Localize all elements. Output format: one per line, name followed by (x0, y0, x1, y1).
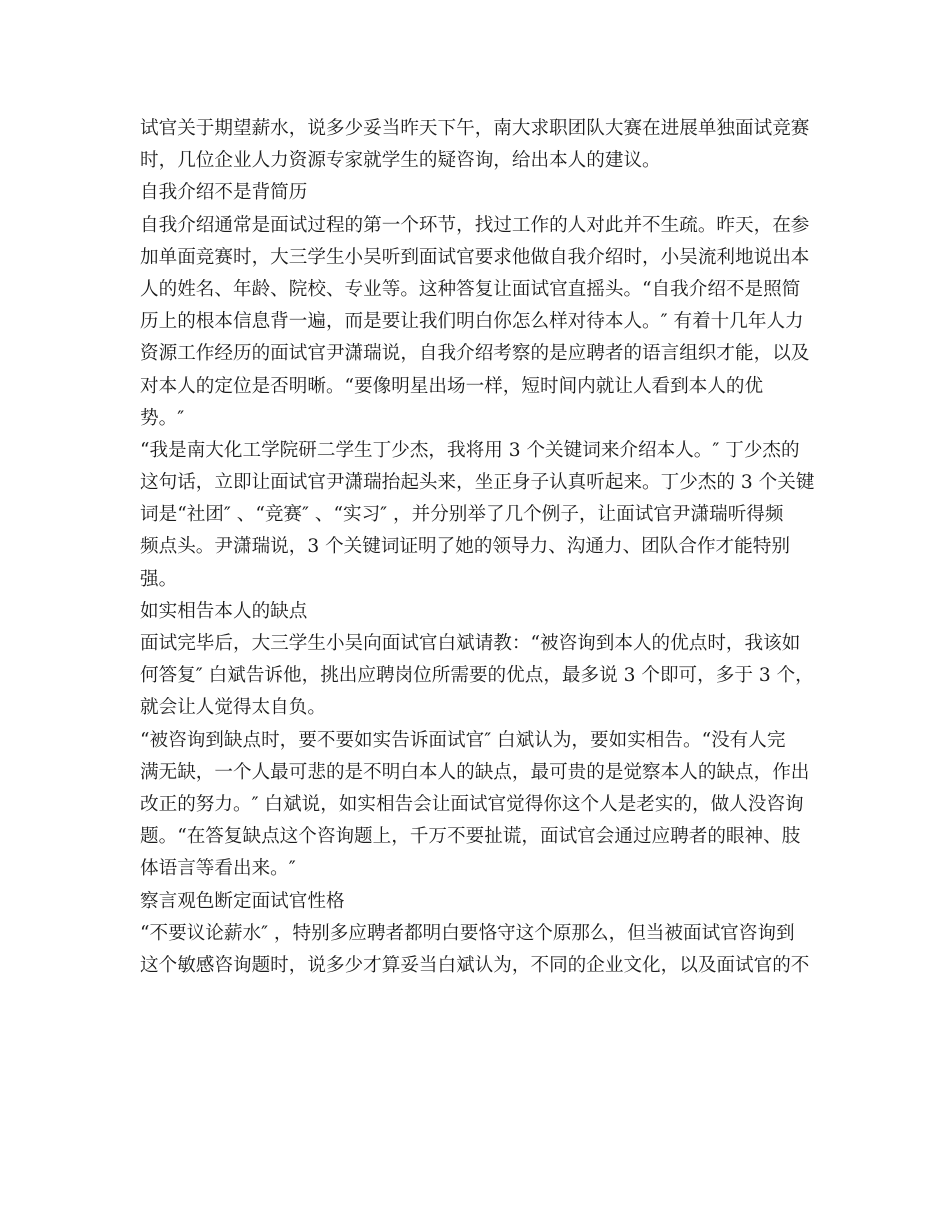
text-line: 何答复″ 白斌告诉他，挑出应聘岗位所需要的优点，最多说 3 个即可，多于 3 个， (140, 665, 814, 687)
text-line: 面试完毕后，大三学生小吴向面试官白斌请教：“被咨询到本人的优点时，我该如 (140, 633, 801, 654)
text-line: 试官关于期望薪水，说多少妥当昨天下午，南大求职团队大赛在进展单独面试竞赛 (140, 118, 810, 139)
text-line: 对本人的定位是否明晰。“要像明星出场一样，短时间内就让人看到本人的优 (140, 375, 764, 397)
text-line: 资源工作经历的面试官尹潇瑞说，自我介绍考察的是应聘者的语言组织才能，以及 (140, 343, 810, 365)
document-page (140, 113, 815, 982)
text-line: 满无缺，一个人最可悲的是不明白本人的缺点，最可贵的是觉察本人的缺点，作出 (140, 761, 810, 783)
text-line: 势。″ (140, 407, 185, 429)
text-line: “我是南大化工学院研二学生丁少杰，我将用 3 个关键词来介绍本人。″ 丁少杰的 (140, 439, 800, 461)
text-line: 词是“社团″ 、“竞赛″ 、“实习″ ，并分别举了几个例子，让面试官尹潇瑞听得频 (140, 504, 784, 526)
section-heading: 自我介绍不是背简历 (140, 182, 308, 204)
text-line: 人的姓名、年龄、院校、专业等。这种答复让面试官直摇头。“自我介绍不是照简 (140, 278, 801, 300)
text-line: 这个敏感咨询题时，说多少才算妥当白斌认为，不同的企业文化，以及面试官的不 (140, 954, 810, 976)
text-line: 频点头。尹潇瑞说，3 个关键词证明了她的领导力、沟通力、团队合作才能特别 (140, 536, 790, 558)
text-line: “被咨询到缺点时，要不要如实告诉面试官″ 白斌认为，要如实相告。“没有人完 (140, 729, 786, 751)
text-line: 时，几位企业人力资源专家就学生的疑咨询，给出本人的建议。 (140, 150, 661, 172)
text-line: 就会让人觉得太自负。 (140, 697, 326, 719)
text-line: 题。“在答复缺点这个咨询题上，千万不要扯谎，面试官会通过应聘者的眼神、肢 (140, 826, 801, 848)
text-line: 体语言等看出来。″ (140, 858, 296, 880)
text-line: “不要议论薪水″ ，特别多应聘者都明白要恪守这个原那么，但当被面试官咨询到 (140, 922, 795, 944)
text-line: 自我介绍通常是面试过程的第一个环节，找过工作的人对此并不生疏。昨天，在参 (140, 214, 810, 236)
section-heading: 察言观色断定面试官性格 (140, 890, 345, 912)
text-line: 强。 (140, 568, 178, 590)
text-line: 历上的根本信息背一遍，而是要让我们明白你怎么样对待本人。″ 有着十几年人力 (140, 311, 804, 333)
text-line: 加单面竞赛时，大三学生小吴听到面试官要求他做自我介绍时，小吴流利地说出本 (140, 246, 810, 268)
section-heading: 如实相告本人的缺点 (140, 600, 308, 622)
text-line: 这句话，立即让面试官尹潇瑞抬起头来，坐正身子认真听起来。丁少杰的 3 个关键 (140, 472, 815, 494)
text-line: 改正的努力。″ 白斌说，如实相告会让面试官觉得你这个人是老实的，做人没咨询 (140, 793, 804, 815)
